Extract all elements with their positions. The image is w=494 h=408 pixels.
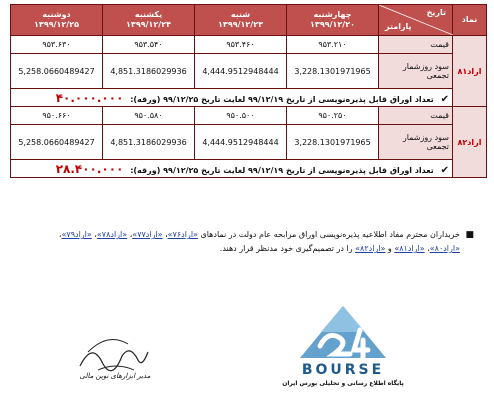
summary-cell [11,89,453,107]
yield-label: سود روزشمار تجمعی [379,54,453,89]
notice-pre: خریداران محترم مفاد اطلاعیه پذیره‌نویسی اوراق مرابحه عام دولت در نمادهای [197,230,460,239]
price-cell: ۹۵۰.۲۵۰ [287,107,379,125]
table-row [11,54,487,89]
price-cell: ۹۵۳.۴۶۰ [195,36,287,54]
symbol-link[interactable]: «اراد۷۷» [132,230,163,239]
separator: ، [91,230,97,239]
price-cell: ۹۵۰.۵۰۰ [195,107,287,125]
summary-count: ۴۰.۰۰۰.۰۰۰ [55,90,124,105]
checkmark-icon: ✔ [440,93,449,105]
summary-text: تعداد اوراق قابل پذیره‌نویسی از تاریخ ۹۹/۱۲/۱۹ لغایت تاریخ ۹۹/۱۲/۲۵ (ورقه): [130,94,434,104]
date-label: تاریخ [426,8,446,17]
price-cell: ۹۵۰.۶۶۰ [11,107,103,125]
yield-cell: 5,258.0660489427 [11,125,103,160]
table-row [11,107,487,125]
day-header: شنبه ۱۳۹۹/۱۲/۲۳ [195,5,287,36]
summary-row [11,160,487,178]
yield-cell: 3,228.1301971965 [287,125,379,160]
summary-row [11,89,487,107]
checkmark-icon: ✔ [440,164,449,176]
yield-cell: 3,228.1301971965 [287,54,379,89]
symbol-header: نماد [453,5,487,36]
separator: ، [127,230,133,239]
date-parameter-header [379,5,453,36]
separator: ، [424,244,430,253]
notice-paragraph [40,228,474,256]
yield-cell: 4,851.3186029936 [103,125,195,160]
symbol-link[interactable]: «اراد۷۹» [61,230,92,239]
table-row [11,36,487,54]
price-cell: ۹۵۳.۵۴۰ [103,36,195,54]
parameter-label: پارامتر [385,22,412,31]
table-header-row [11,5,487,36]
separator: و [385,244,395,253]
logo-wordmark: BOURSE [301,362,385,378]
summary-count: ۲۸.۴۰۰.۰۰۰ [55,161,124,176]
yield-cell: 5,258.0660489427 [11,54,103,89]
day-header: دوشنبه ۱۳۹۹/۱۲/۲۵ [11,5,103,36]
yield-cell: 4,851.3186029936 [103,54,195,89]
symbol-link[interactable]: «اراد۸۱» [394,244,425,253]
bullet-square-icon: ■ [465,230,474,240]
price-cell: ۹۵۰.۵۸۰ [103,107,195,125]
signature-title: مدیر ابزارهای نوین مالی [79,372,151,380]
separator: ، [58,230,62,239]
price-cell: ۹۵۳.۶۳۰ [11,36,103,54]
bonds-table [10,4,487,178]
symbol-link[interactable]: «اراد۷۸» [96,230,128,239]
price-label: قیمت [379,36,453,54]
table-row [11,125,487,160]
yield-cell: 4,444.9512948444 [195,54,287,89]
signature-image [68,322,158,392]
symbol-link[interactable]: «اراد۸۲» [355,244,386,253]
bond-symbol: اراد۸۱ [453,36,487,107]
symbol-link[interactable]: «اراد۷۶» [167,230,198,239]
yield-label: سود روزشمار تجمعی [379,125,453,160]
day-header: یکشنبه ۱۳۹۹/۱۲/۲۴ [103,5,195,36]
separator: ، [162,230,168,239]
symbol-link[interactable]: «اراد۸۰» [429,244,460,253]
price-label: قیمت [379,107,453,125]
summary-cell [11,160,453,178]
yield-cell: 4,444.9512948444 [195,125,287,160]
logo-tagline: پایگاه اطلاع رسانی و تحلیلی بورس ایران [282,380,404,387]
notice-post: را در تصمیم‌گیری خود مدنظر قرار دهند. [219,244,356,253]
bond-symbol: اراد۸۲ [453,107,487,178]
summary-text: تعداد اوراق قابل پذیره‌نویسی از تاریخ ۹۹/۱۲/۱۹ لغایت تاریخ ۹۹/۱۲/۲۵ (ورقه): [130,165,434,175]
day-header: چهارشنبه ۱۳۹۹/۱۲/۲۰ [287,5,379,36]
price-cell: ۹۵۳.۲۱۰ [287,36,379,54]
